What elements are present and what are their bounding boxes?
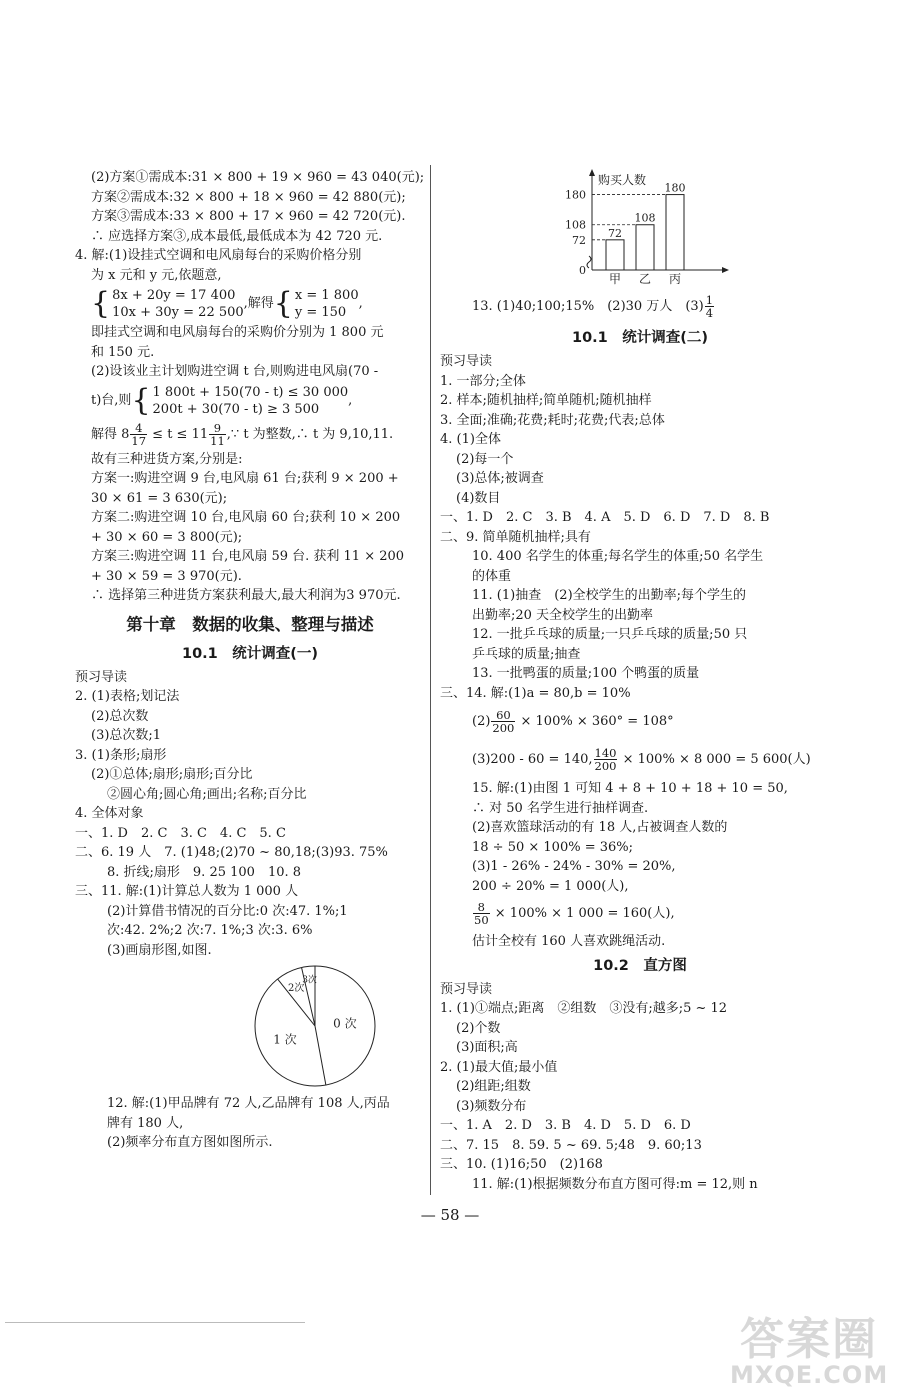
y-tick-label: 72	[572, 233, 586, 247]
y-tick-label: 180	[565, 188, 586, 202]
section-title: 10.1 统计调查(一)	[181, 645, 319, 662]
bar-value-label: 72	[608, 226, 622, 240]
fraction: $\frac{60}{200}$	[492, 708, 515, 735]
text-line: 1. (1)①端点;距离 ②组数 ③没有;越多;5 ~ 12	[440, 1001, 728, 1016]
axis-break	[587, 256, 591, 268]
text-line: 预习导读	[440, 981, 493, 997]
pie-chart	[75, 962, 425, 1094]
text-line: 13. 一批鸭蛋的质量;100 个鸭蛋的质量	[472, 666, 700, 681]
text-line: 30 × 61 = 3 630(元);	[91, 490, 228, 506]
text-line: 故有三种进货方案,分别是:	[91, 451, 243, 467]
text-line: 方案二:购进空调 10 台,电风扇 60 台;获利 10 × 200	[91, 510, 401, 525]
text-line: 二、9. 简单随机抽样;具有	[440, 529, 591, 545]
text-line: (2)每一个	[456, 451, 514, 467]
text-line: 2. (1)表格;划记法	[75, 689, 180, 704]
text-line: 一、1. D 2. C 3. C 4. C 5. C	[75, 825, 286, 841]
text-line: (3)频数分布	[456, 1098, 527, 1114]
text-line: 乒乓球的质量;抽查	[472, 646, 581, 662]
x-tick-label: 甲	[608, 272, 622, 286]
fraction: $\frac{1}{4}$	[705, 293, 714, 320]
x-axis-arrow	[722, 267, 729, 273]
text-line: (2)计算借书情况的百分比:0 次:47. 1%;1	[107, 903, 348, 919]
bar-value-label: 108	[634, 211, 656, 225]
text-line: 200 ÷ 20% = 1 000(人),	[472, 878, 629, 894]
text-line: (2)组距;组数	[456, 1079, 531, 1094]
text-line: 预习导读	[440, 354, 493, 369]
pie-label: 0 次	[333, 1016, 357, 1031]
pie-label: 1 次	[273, 1032, 297, 1047]
text-line: (2)方案①需成本:31 × 800 + 19 × 960 = 43 040(元);	[91, 170, 425, 185]
fraction: $\frac{4}{17}$	[131, 420, 147, 448]
text-line: 3. 全面;准确;花费;耗时;花费;代表;总体	[440, 412, 665, 428]
right-column	[440, 168, 840, 1194]
text-line: 12. 解:(1)甲品牌有 72 人,乙品牌有 108 人,丙品	[107, 1096, 390, 1111]
text-line: 11. 解:(1)根据频数分布直方图可得:m = 12,则 n	[472, 1176, 758, 1192]
equation-line: (2) $\frac{60}{200}$ × 100% × 360° = 108°	[472, 708, 674, 735]
text-line: 三、10. (1)16;50 (2)168	[440, 1157, 603, 1172]
text-line: (2)个数	[456, 1020, 501, 1036]
text-line: 2. (1)最大值;最小值	[440, 1059, 558, 1075]
text-line: 三、14. 解:(1)a = 80,b = 10%	[440, 685, 631, 701]
text-line: (4)数目	[456, 490, 501, 506]
inequality-system: t)台,则 { 1 800t + 150(70 - t) ≤ 30 000 200t + 30(70 - t) ≥ 3 500 ,	[91, 382, 353, 418]
text-line: 出勤率;20 天全校学生的出勤率	[472, 607, 654, 623]
text-line: ②圆心角;圆心角;画出;名称;百分比	[107, 786, 307, 802]
text-line: (2)①总体;扇形;扇形;百分比	[91, 767, 253, 782]
equation: y = 150	[294, 305, 347, 320]
left-column	[75, 168, 425, 1153]
text-line: 估计全校有 160 人喜欢跳绳活动.	[472, 934, 666, 949]
text-line: 4. 解:(1)设挂式空调和电风扇每台的采购价格分别	[75, 248, 362, 263]
column-divider	[430, 165, 431, 1195]
q13-line: 13. (1)40;100;15% (2)30 万人 (3) $\frac{1}{4}$	[472, 293, 714, 320]
text-line: 一、1. A 2. D 3. B 4. D 5. D 6. D	[440, 1118, 691, 1133]
bar-丙	[666, 195, 684, 270]
fraction: $\frac{8}{50}$	[474, 900, 489, 927]
text-line: 一、1. D 2. C 3. B 4. A 5. D 6. D 7. D 8. B	[440, 510, 770, 525]
text-line: 次:42. 2%;2 次:7. 1%;3 次:3. 6%	[107, 923, 313, 938]
footer-rule	[5, 1322, 305, 1323]
y-axis-arrow	[589, 169, 595, 176]
text-line: 牌有 180 人,	[107, 1115, 184, 1131]
fraction: $\frac{140}{200}$	[594, 746, 617, 773]
text-line: ∴ 应选择方案③,成本最低,最低成本为 42 720 元.	[91, 228, 383, 244]
y-axis-label: 购买人数	[598, 173, 647, 187]
text-line: (3)画扇形图,如图.	[107, 942, 212, 958]
bar-乙	[636, 225, 654, 270]
text-line: (2)设该业主计划购进空调 t 台,则购进电风扇(70 -	[91, 364, 379, 379]
fraction: $\frac{9}{11}$	[210, 420, 225, 448]
text-line: (3)总次数;1	[91, 728, 162, 743]
inequality: 200t + 30(70 - t) ≥ 3 500	[152, 401, 320, 417]
equation: 8x + 20y = 17 400	[112, 288, 236, 303]
bar-value-label: 180	[664, 181, 686, 195]
text-line: (3)面积;高	[456, 1040, 518, 1055]
text-line: 4. 全体对象	[75, 806, 144, 821]
bar-甲	[606, 240, 624, 270]
text-line: 二、7. 15 8. 59. 5 ~ 69. 5;48 9. 60;13	[440, 1137, 702, 1153]
equation-line: $\frac{8}{50}$ × 100% × 1 000 = 160(人),	[474, 900, 675, 927]
chapter-title: 第十章 数据的收集、整理与描述	[126, 614, 374, 634]
page-number: — 58 —	[420, 1206, 480, 1224]
section-title: 10.1 统计调查(二)	[571, 330, 709, 346]
section-title: 10.2 直方图	[593, 957, 687, 974]
equation-connector: ,解得	[243, 296, 274, 312]
text-line: 11. (1)抽查 (2)全校学生的出勤率;每个学生的	[472, 588, 747, 603]
equation-line: (3)200 - 60 = 140, $\frac{140}{200}$ × 100% × 8 000 = 5 600(人)	[472, 746, 811, 773]
text-line: 4. (1)全体	[440, 432, 501, 447]
x-tick-label: 丙	[668, 272, 682, 286]
text-line: 2. 样本;随机抽样;简单随机;随机抽样	[440, 393, 652, 408]
text-line: 的体重	[472, 568, 512, 584]
equation-system: { 8x + 20y = 17 400 10x + 30y = 22 500 ,解得 { x = 1 800 y = 150 ,	[91, 286, 363, 321]
text-line: 方案三:购进空调 11 台,电风扇 59 台. 获利 11 × 200	[91, 549, 405, 564]
text-line: 1. 一部分;全体	[440, 373, 526, 389]
y-tick-label: 0	[579, 264, 586, 277]
text-line: 三、11. 解:(1)计算总人数为 1 000 人	[75, 884, 299, 899]
equation: 10x + 30y = 22 500	[112, 305, 244, 320]
x-tick-label: 乙	[638, 272, 652, 286]
pie-label: 2次	[288, 983, 305, 995]
text-line: 即挂式空调和电风扇每台的采购价分别为 1 800 元	[91, 325, 384, 340]
y-tick-label: 108	[565, 218, 586, 232]
text-line: (2)频率分布直方图如图所示.	[107, 1135, 273, 1150]
pie-slice-edge	[315, 1026, 326, 1085]
inequality: 1 800t + 150(70 - t) ≤ 30 000	[152, 384, 349, 400]
solve-line: 解得 8 $\frac{4}{17}$ ≤ t ≤ 11 $\frac{9}{11}$ ,∵ t 为整数,∴ t 为 9,10,11.	[91, 420, 394, 448]
text-line: 方案一:购进空调 9 台,电风扇 61 台;获利 9 × 200 +	[91, 471, 399, 486]
text-line: 方案②需成本:32 × 800 + 18 × 960 = 42 880(元);	[91, 189, 406, 205]
text-line: (3)1 - 26% - 24% - 30% = 20%,	[472, 859, 676, 874]
text-line: 预习导读	[75, 669, 128, 685]
bar-chart	[440, 168, 840, 290]
text-line: (2)喜欢篮球活动的有 18 人,占被调查人数的	[472, 820, 728, 835]
text-line: 二、6. 19 人 7. (1)48;(2)70 ~ 80,18;(3)93. 75%	[75, 845, 388, 860]
text-line: 方案③需成本:33 × 800 + 17 × 960 = 42 720(元).	[91, 209, 406, 224]
text-line: 10. 400 名学生的体重;每名学生的体重;50 名学生	[472, 549, 764, 564]
text-line: 3. (1)条形;扇形	[75, 747, 167, 763]
text-line: (2)总次数	[91, 708, 149, 724]
pie-label: 3次	[302, 975, 317, 986]
equation: x = 1 800	[294, 288, 359, 303]
text-line: + 30 × 60 = 3 800(元);	[91, 529, 243, 545]
text-line: 和 150 元.	[91, 344, 155, 360]
text-line: (3)总体;被调查	[456, 471, 544, 486]
text-line: + 30 × 59 = 3 970(元).	[91, 568, 242, 584]
text-line: ∴ 对 50 名学生进行抽样调查.	[472, 800, 649, 816]
text-line: 8. 折线;扇形 9. 25 100 10. 8	[107, 864, 302, 880]
watermark-logo: 答案圈 MXQE.COM	[730, 1314, 889, 1389]
text-line: 18 ÷ 50 × 100% = 36%;	[472, 839, 633, 855]
text-line: ∴ 选择第三种进货方案获利最大,最大利润为3 970元.	[91, 588, 401, 603]
text-line: 15. 解:(1)由图 1 可知 4 + 8 + 10 + 18 + 10 = 50,	[472, 781, 788, 796]
text-line: 12. 一批乒乓球的质量;一只乒乓球的质量;50 只	[472, 627, 748, 642]
text-line: 为 x 元和 y 元,依题意,	[91, 267, 222, 283]
